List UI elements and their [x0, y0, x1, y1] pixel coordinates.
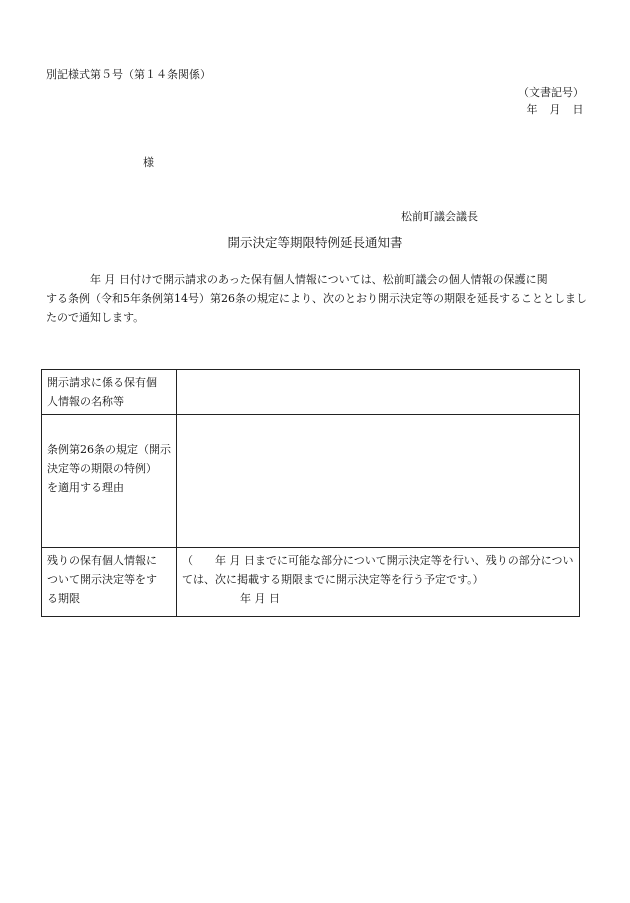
- document-number: （文書記号）: [518, 86, 584, 99]
- label-line: 人情報の名称等: [47, 395, 124, 408]
- label-line: る期限: [47, 592, 80, 605]
- label-line: 開示請求に係る保有個: [47, 376, 157, 389]
- table-row: [42, 415, 580, 548]
- deadline-line: ては、次に掲載する期限までに開示決定等を行う予定です。）: [182, 573, 484, 586]
- body-line-2: する条例（令和5年条例第14号）第26条の規定により、次のとおり開示決定等の期限を延長することとしまし: [46, 292, 587, 305]
- deadline-date: 年 月 日: [240, 592, 280, 605]
- document-date: 年 月 日: [526, 103, 584, 116]
- row-label-info-name: [42, 370, 177, 415]
- recipient-honorific: 様: [143, 156, 154, 169]
- row-label-reason: [42, 415, 177, 548]
- document-title: 開示決定等期限特例延長通知書: [227, 235, 403, 250]
- label-line: 決定等の期限の特例）: [47, 462, 157, 475]
- body-paragraph: [46, 270, 586, 327]
- label-line: 残りの保有個人情報に: [47, 554, 157, 567]
- body-line-3: たので通知します。: [46, 311, 145, 324]
- row-label-deadline: [42, 548, 177, 617]
- row-value-deadline[interactable]: [177, 548, 580, 617]
- form-number-label: 別記様式第５号（第１４条関係）: [46, 68, 211, 81]
- table-row: [42, 548, 580, 617]
- label-line: を適用する理由: [47, 481, 124, 494]
- label-line: 条例第26条の規定（開示: [47, 443, 171, 456]
- row-value-info-name[interactable]: [177, 370, 580, 415]
- sender-name: 松前町議会議長: [401, 210, 478, 223]
- info-table: [41, 369, 580, 617]
- label-line: ついて開示決定等をす: [47, 573, 157, 586]
- body-line-1: 年 月 日付けで開示請求のあった保有個人情報については、松前町議会の個人情報の保護に関: [90, 273, 548, 286]
- deadline-line: （ 年 月 日までに可能な部分について開示決定等を行い、残りの部分につい: [182, 554, 574, 567]
- row-value-reason[interactable]: [177, 415, 580, 548]
- table-row: [42, 370, 580, 415]
